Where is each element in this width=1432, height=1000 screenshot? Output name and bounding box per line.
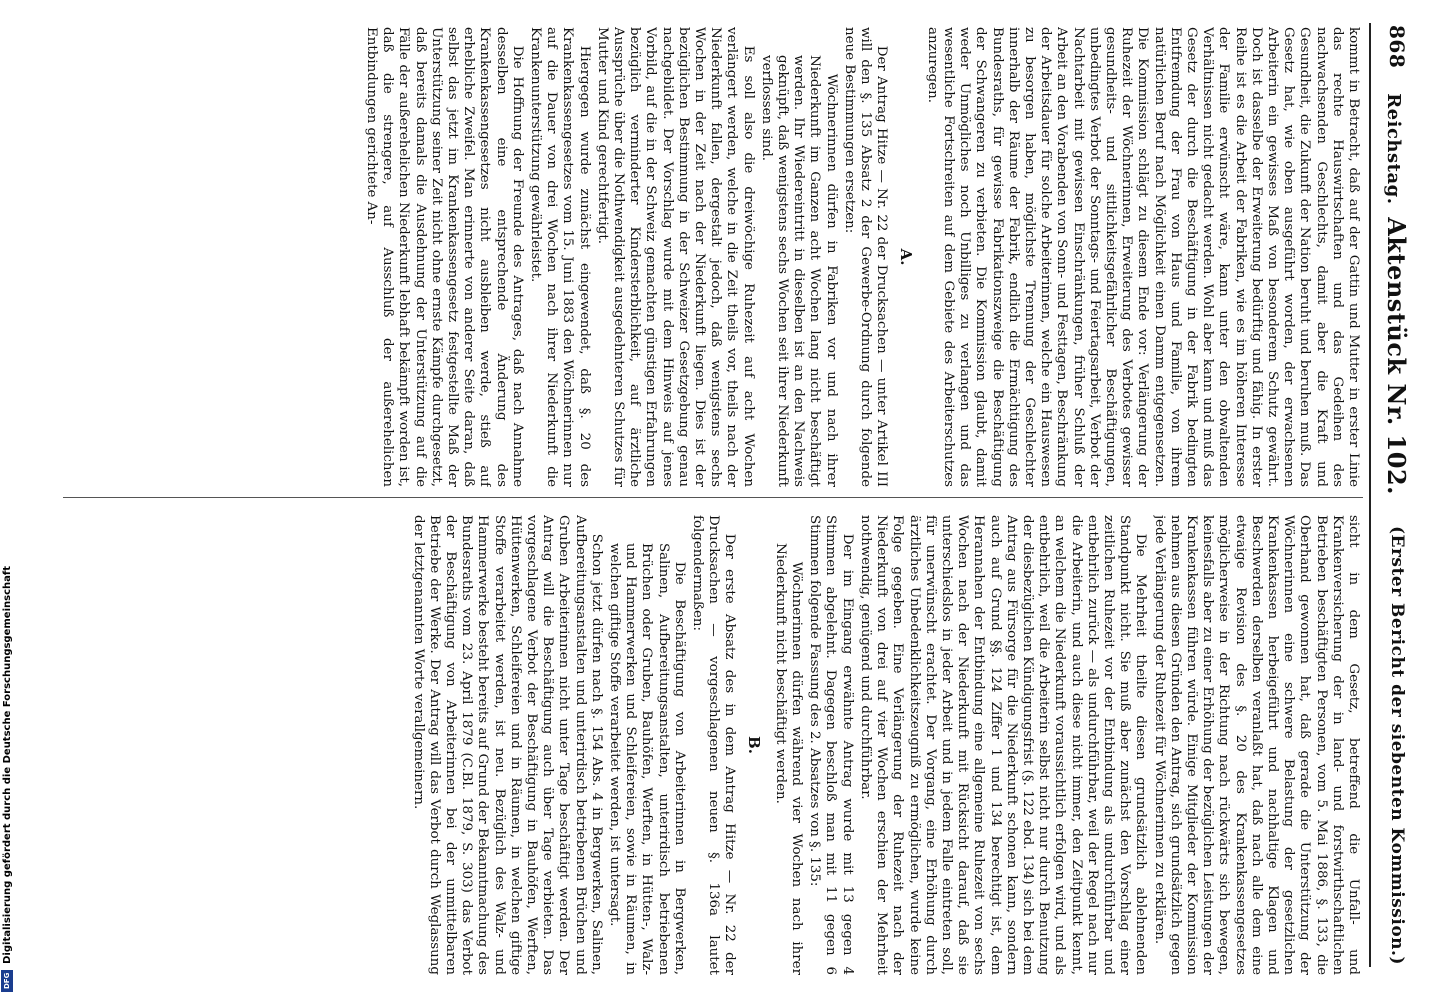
right-column [35,515,1361,975]
page-number: 868 [1385,25,1409,69]
header-rule [1369,23,1371,967]
paragraph: kommt in Betracht, daß auf der Gattin und Mutter in erster Linie das rechte Hauswirtschaften und das Gedeihen des nachwachsenden Geschlechts, damit aber die Kraft und Gesundheit, die Zukunft der Nation beruht und beruhen muß. Das Gesetz hat, wie oben ausgeführt worden, der erwachsenen Arbeiterin ein gewisses Maß von besonderem Schutz gewährt. Doch ist dasselbe der Erweiterung bedürftig und fähig. In erster Reihe ist es die Arbeit der Fabriken, wie es im höheren Interesse der Familie erwünscht wäre, kann unter den obwaltenden Verhältnissen nicht gedacht werden. Wohl aber kann und muß das Gesetz der durch die Beschäftigung in der Fabrik bedingten Entfremdung der Frau von Haus und Familie, von ihrem natürlichen Beruf nach Möglichkeit einen Damm entgegensetzen. Die Kommission schlägt zu diesem Ende vor: Verlängerung der Ruhezeit der Wöchnerinnen, Erweiterung des Verbotes gewisser gesundheits- und sittlichkeitsgefährlicher Beschäftigungen, unbedingtes Verbot der Sonntags- und Feiertagsarbeit, Verbot der Nachtarbeit mit gewissen Einschränkungen, früher Schluß der Arbeit an den Vorabenden von Sonn- und Festtagen, Beschränkung der Arbeitsdauer für solche Arbeiterinnen, welche ein Hauswesen zu besorgen haben, möglichste Trennung der Geschlechter innerhalb der Räume der Fabrik, endlich die Ermächtigung des Bundesraths, für gewisse Fabrikationszweige die Beschäftigung der Schwangeren zu verbieten. Die Kommission glaubt, damit weder Unmögliches noch Unbilliges zu verlangen und das wesentliche Fortschreiten auf dem Gebiete des Arbeiterschutzes anzuregen. [924,27,1361,487]
running-title [1383,68,1412,526]
quoted-provision: Wöchnerinnen dürfen in Fabriken vor und nach ihrer Niederkunft im Ganzen acht Wochen lang nicht beschäftigt werden. Ihr Wiedereintritt in dieselben ist an den Nachweis geknüpft, daß wenigstens sechs Wochen seit ihrer Niederkunft verflossen sind. [758,55,839,487]
digitization-footer [0,0,14,1000]
left-column [35,27,1361,487]
document-page [5,15,1425,975]
page-header [1375,25,1419,965]
title-suffix: (Erster Bericht der siebenten Kommission.) [1387,525,1407,965]
paragraph: Der im Eingang erwähnte Antrag wurde mit 13 gegen 4 Stimmen abgelehnt. Dagegen beschloß man mit 11 gegen 6 Stimmen folgende Fassung des 2. Absatzes von §. 135: [807,515,855,975]
section-heading-b: B. [744,736,763,754]
title-prefix: Reichstag. [1383,93,1405,205]
section-heading-a: A. [896,248,915,266]
paragraph: Es soll also die dreiwöchige Ruhezeit auf acht Wochen verlängert werden, welche in die Zeit theils vor, theils nach der Niederkunft fallen, dergestalt jedoch, daß wenigstens sechs Wochen in der Zeit nach der Niederkunft liegen. Dies ist der bezüglichen Bestimmung in der Schweizer Gesetzgebung genau nachgebildet. Der Vorschlag wurde mit dem Hinweis auf jenes Vorbild, auf die in der Schweiz gemachten günstigen Erfahrungen bezüglich verminderter Kindersterblichkeit, auf ärztliche Aussprüche über die Nothwendigkeit ausgedehnteren Schutzes für Mutter und Kind gerechtfertigt. [594,27,756,487]
quoted-provision: Die Beschäftigung von Arbeiterinnen in Bergwerken, Salinen, Aufbereitungsanstalten, unterirdisch betriebenen Brüchen oder Gruben, Bauhöfen, Werften, in Hütten-, Walz- und Hammerwerken und Schleifereien, sowie in Räumen, in welchen giftige Stoffe verarbeitet werden, ist untersagt. [607,543,687,975]
paragraph: sicht in dem Gesetz, betreffend die Unfall- und Krankenversicherung der in land- und forstwirthschaftlichen Betrieben beschäftigten Personen, vom 5. Mai 1886, §. 133, die Oberhand gewonnen hat, daß gerade die Unterstützung der Wöchnerinnen eine schwere Belastung der gesetzlichen Krankenkassen herbeigeführt und nachhaltige Klagen und Beschwerden derselben veranlaßt hat, daß nach alle dem eine etwaige Revision des §. 20 des Krankenkassengesetzes möglicherweise in der Richtung nach rückwärts sich bewegen, keinesfalls aber zu einer Erhöhung der bezüglichen Leistungen der Krankenkassen führen würde. Einige Mitglieder der Kommission nehmen aus diesen Gründen den Antrag, sich grundsätzlich gegen jede Verlängerung der Ruhezeit für Wöchnerinnen zu erklären. [1151,515,1361,975]
paragraph: Der Antrag Hitze — Nr. 22 der Drucksachen — unter Artikel III will den §. 135 Absatz 2 der Gewerbe-Ordnung durch folgende neue Bestimmungen ersetzen: [841,27,890,487]
paragraph: Die Mehrheit theilte diesen grundsätzlich ablehnenden Standpunkt nicht. Sie muß aber zunächst den Vorschlag einer zeitlichen Ruhezeit vor der Entbindung als undurchführbar und entbehrlich zurück — als undurchführbar, weil der Regel nach nur die Arbeiterin, und auch diese nicht immer, den Zeitpunkt kennt, an welchem die Niederkunft voraussichtlich erfolgen wird, und als entbehrlich, weil die Arbeiterin selbst nicht nur durch Benutzung der diesbezüglichen Kündigungsfrist (§. 122 ebd. 134) sich bei dem Antrag aus Fürsorge für die Niederkunft schonen kann, sondern auch auf Grund §§. 124 Ziffer 1 und 134 berechtigt ist, dem Herannahen der Entbindung eine allgemeine Ruhezeit von sechs Wochen nach der Niederkunft mit Rücksicht darauf, daß sie unterschiedslos in jeder Arbeit und in jedem Falle eintreten soll, für unerwünscht erachtet. Der Vorgang, eine Erhöhung durch ärztliches Unbedenklichkeitszeugniß zu ermöglichen, wurde keine Folge gegeben. Eine Verlängerung der Ruhezeit nach der Niederkunft von drei auf vier Wochen erschien der Mehrheit nothwendig, genügend und durchführbar. [857,515,1149,975]
dfg-credit: Digitalisierung gefördert durch die Deutsche Forschungsgemeinschaft [1,566,13,964]
column-divider [63,497,1363,498]
dfg-logo: DFG [1,970,13,992]
title-main: Aktenstück Nr. 102. [1382,217,1412,495]
quoted-provision: Wöchnerinnen dürfen während vier Wochen nach ihrer Niederkunft nicht beschäftigt werden. [772,543,805,975]
paragraph: Der erste Absatz des in dem Antrag Hitze — Nr. 22 der Drucksachen — vorgeschlagenen neuen §. 136a lautet folgendermaßen: [690,515,738,975]
paragraph: Die Hoffnung der Freunde des Antrages, daß nach Annahme desselben eine entsprechende Änderung des Krankenkassengesetzes nicht ausbleiben werde, stieß auf erhebliche Zweifel. Man erinnerte von anderer Seite daran, daß selbst das jetzt im Krankenkassengesetz festgestellte Maß der Unterstützung seiner Zeit nicht ohne ernste Kämpfe durchgesetzt, daß bereits damals die Ausdehnung der Unterstützung auf die Fälle der außerehelichen Niederkunft lebhaft bekämpft worden ist, daß die strengere, auf Ausschluß der außerehelichen Entbindungen gerichtete An- [364,27,525,487]
paragraph: Hiergegen wurde zunächst eingewendet, daß §. 20 des Krankenkassengesetzes vom 15. Juni 1883 den Wöchnerinnen nur auf die Dauer von drei Wochen nach ihrer Niederkunft die Krankenunterstützung gewährleistet. [528,27,592,487]
paragraph: Schon jetzt dürfen nach §. 154 Abs. 4 in Bergwerken, Salinen, Aufbereitungsanstalten und unterirdisch betriebenen Brüchen und Gruben Arbeiterinnen nicht unter Tage beschäftigt werden. Der Antrag will die Beschäftigung auch über Tage verbieten. Das vorgeschlagene Verbot der Beschäftigung in Bauhöfen, Werften, Hüttenwerken, Schleifereien und in Räumen, in welchen giftige Stoffe verarbeitet werden, ist neu. Bezüglich des Walz- und Hammerwerke besteht bereits auf Grund der Bekanntmachung des Bundesraths vom 23. April 1879 (C.Bl. 1879, S. 303) das Verbot der Beschäftigung von Arbeiterinnen bei der unmittelbaren Betriebe der Werke. Der Antrag will das Verbot durch Weglassung der letztgenannten Worte verallgemeinern. [410,515,604,975]
